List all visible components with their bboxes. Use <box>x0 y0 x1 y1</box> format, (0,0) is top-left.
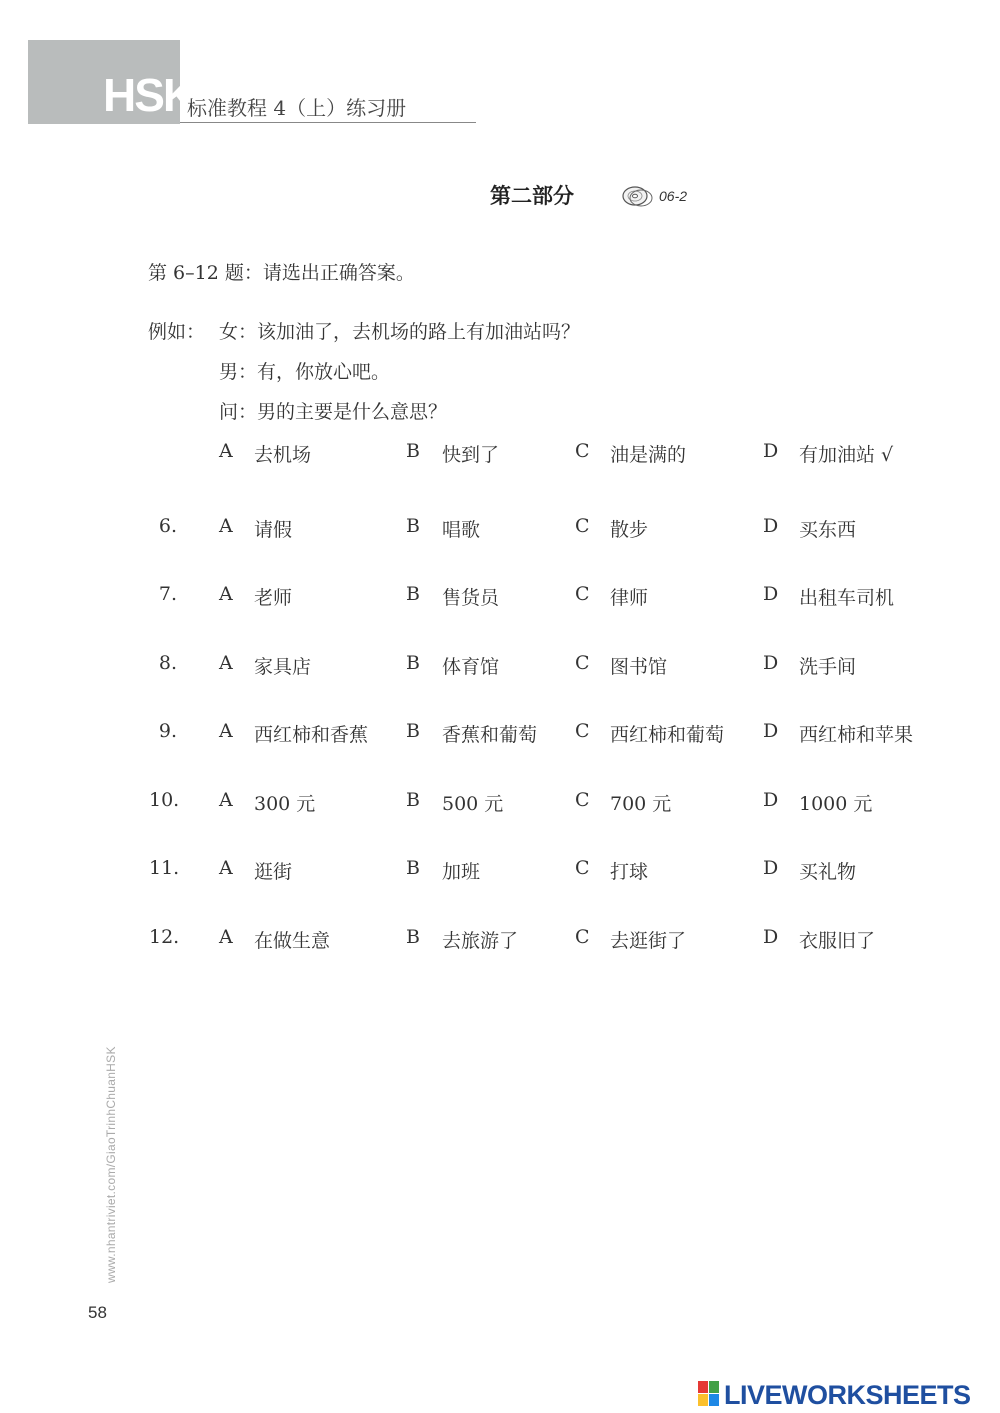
option-letter: A <box>219 720 233 742</box>
option-text[interactable]: 去旅游了 <box>442 930 519 952</box>
option-text[interactable]: 500 元 <box>442 793 504 815</box>
option-text[interactable]: 香蕉和葡萄 <box>442 724 538 746</box>
option-text[interactable]: 散步 <box>610 519 649 541</box>
question-number: 9. <box>158 720 177 742</box>
question-number: 11. <box>149 857 180 879</box>
option-text-answer[interactable]: 有加油站 √ <box>799 444 894 466</box>
header-rule <box>180 122 476 123</box>
option-text[interactable]: 售货员 <box>442 587 500 609</box>
option-text[interactable]: 打球 <box>610 861 649 883</box>
option-letter: C <box>575 926 590 948</box>
option-text[interactable]: 买东西 <box>799 519 857 541</box>
option-text[interactable]: 加班 <box>442 861 481 883</box>
option-letter: D <box>763 720 779 742</box>
book-title: 标准教程 4（上）练习册 <box>187 96 407 120</box>
question-number: 6. <box>158 515 177 537</box>
option-letter: D <box>763 583 779 605</box>
example-label: 例如： <box>148 321 206 343</box>
option-text[interactable]: 300 元 <box>254 793 316 815</box>
option-letter: D <box>763 652 779 674</box>
example-line-man: 男：有，你放心吧。 <box>219 361 391 383</box>
option-text[interactable]: 西红柿和葡萄 <box>610 724 725 746</box>
option-text[interactable]: 洗手间 <box>799 656 857 678</box>
hsk-logo: HSK <box>103 69 195 121</box>
option-text[interactable]: 律师 <box>610 587 649 609</box>
option-text[interactable]: 出租车司机 <box>799 587 895 609</box>
track-code: 06-2 <box>659 188 688 204</box>
option-letter: A <box>219 926 233 948</box>
question-number: 10. <box>149 789 180 811</box>
option-text[interactable]: 快到了 <box>442 444 500 466</box>
example-line-question: 问：男的主要是什么意思？ <box>219 401 448 423</box>
option-text[interactable]: 去机场 <box>254 444 312 466</box>
option-text[interactable]: 请假 <box>254 519 293 541</box>
option-letter: B <box>406 789 420 811</box>
option-letter: D <box>763 926 779 948</box>
option-letter: A <box>219 515 233 537</box>
option-text[interactable]: 1000 元 <box>799 793 873 815</box>
option-letter: D <box>763 515 779 537</box>
option-letter: B <box>406 857 420 879</box>
option-letter: D <box>763 857 779 879</box>
question-number: 8. <box>158 652 177 674</box>
option-letter: A <box>219 583 233 605</box>
option-letter: B <box>406 720 420 742</box>
option-letter: B <box>406 926 420 948</box>
liveworksheets-text: LIVEWORKSHEETS <box>724 1380 971 1410</box>
option-text[interactable]: 唱歌 <box>442 519 481 541</box>
option-letter: C <box>575 857 590 879</box>
option-letter: C <box>575 720 590 742</box>
liveworksheets-logo[interactable] <box>698 1378 994 1410</box>
option-letter: D <box>763 789 779 811</box>
option-text[interactable]: 老师 <box>254 587 293 609</box>
option-letter: C <box>575 583 590 605</box>
option-text[interactable]: 图书馆 <box>610 656 668 678</box>
liveworksheets-icon <box>698 1381 720 1407</box>
question-number: 12. <box>149 926 180 948</box>
option-text[interactable]: 在做生意 <box>254 930 331 952</box>
option-text[interactable]: 衣服旧了 <box>799 930 876 952</box>
option-text[interactable]: 家具店 <box>254 656 312 678</box>
sidebar-url: www.nhantriviet.com/GiaoTrinhChuanHSK <box>104 1046 118 1283</box>
option-letter: B <box>406 515 420 537</box>
option-letter: B <box>406 583 420 605</box>
option-text[interactable]: 逛街 <box>254 861 293 883</box>
option-text[interactable]: 油是满的 <box>610 444 687 466</box>
option-letter: A <box>219 652 233 674</box>
option-letter: C <box>575 652 590 674</box>
example-line-woman: 女：该加油了，去机场的路上有加油站吗？ <box>219 321 581 343</box>
option-letter: A <box>219 440 233 462</box>
option-text[interactable]: 去逛街了 <box>610 930 687 952</box>
option-text[interactable]: 西红柿和香蕉 <box>254 724 369 746</box>
option-text[interactable]: 体育馆 <box>442 656 500 678</box>
option-letter: C <box>575 789 590 811</box>
option-text[interactable]: 买礼物 <box>799 861 857 883</box>
option-text[interactable]: 西红柿和苹果 <box>799 724 914 746</box>
option-letter: D <box>763 440 779 462</box>
option-letter: C <box>575 440 590 462</box>
option-letter: A <box>219 789 233 811</box>
instruction: 第 6–12 题：请选出正确答案。 <box>148 262 415 284</box>
option-letter: A <box>219 857 233 879</box>
section-title: 第二部分 <box>490 183 574 208</box>
audio-cd-icon[interactable] <box>621 184 655 208</box>
option-letter: C <box>575 515 590 537</box>
option-letter: B <box>406 652 420 674</box>
page-number: 58 <box>88 1303 107 1322</box>
option-letter: B <box>406 440 420 462</box>
option-text[interactable]: 700 元 <box>610 793 672 815</box>
question-number: 7. <box>158 583 177 605</box>
